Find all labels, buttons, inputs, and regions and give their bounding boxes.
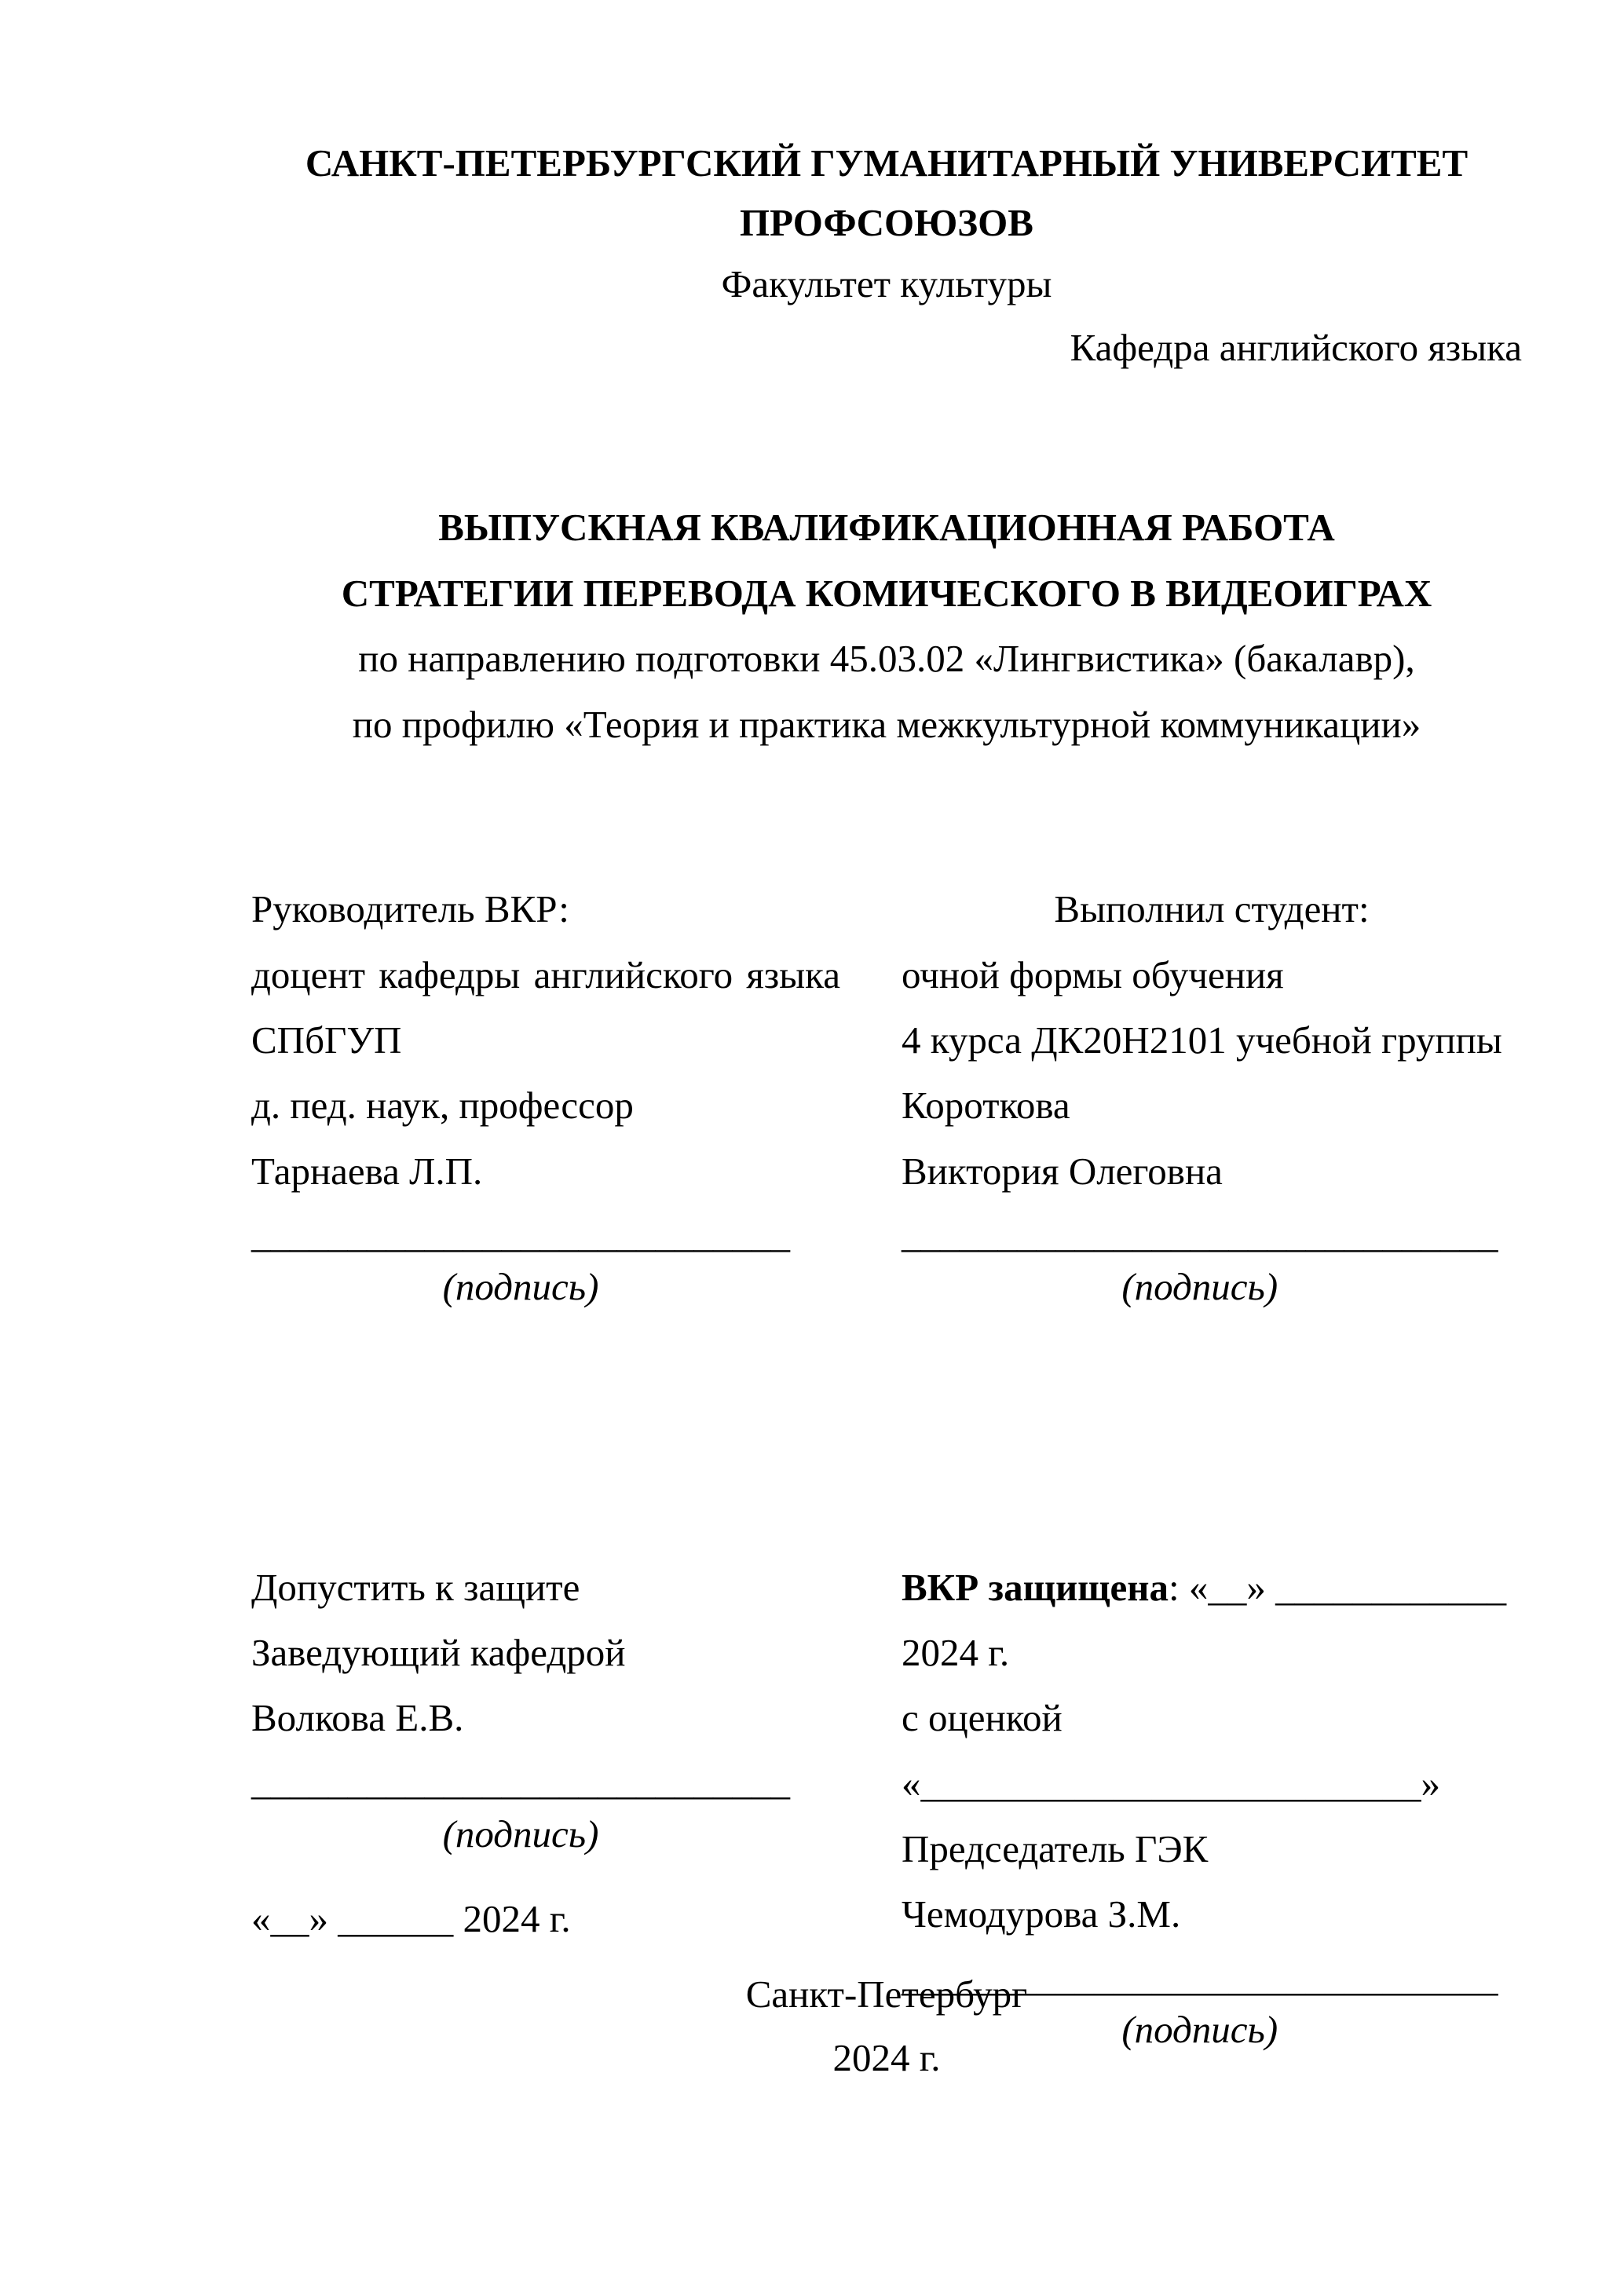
student-label: Выполнил студент: [1054,887,1370,931]
student-signature-caption: (подпись) [1121,1264,1278,1308]
title-block [251,498,1522,755]
supervisor-signature-line: ____________________________ [251,1212,790,1256]
head-of-department-name: Волкова Е.В. [251,1696,464,1740]
defense-signature-caption: (подпись) [1121,2008,1278,2052]
student-name: Виктория Олеговна [902,1149,1223,1193]
admission-signature-caption: (подпись) [442,1812,599,1855]
supervisor-signature-caption: (подпись) [442,1264,599,1308]
admission-line2: Заведующий кафедрой [251,1631,626,1675]
supervisor-position-line1: доцент кафедры английского языка [251,952,840,996]
gek-chair-name: Чемодурова З.М. [902,1892,1181,1936]
faculty-name: Факультет культуры [721,261,1052,305]
defense-label: ВКР защищена [902,1565,1169,1609]
profile-line: по профилю «Теория и практика межкультурной коммуникации» [352,703,1421,747]
footer-year: 2024 г. [832,2035,941,2079]
student-group: 4 курса ДК20Н2101 учебной группы [902,1018,1502,1062]
university-name: САНКТ-ПЕТЕРБУРГСКИЙ ГУМАНИТАРНЫЙ УНИВЕРСИТЕТ ПРОФСОЮЗОВ [305,141,1469,244]
admission-date-line: «__» ______ 2024 г. [251,1896,571,1940]
thesis-title: СТРАТЕГИИ ПЕРЕВОДА КОМИЧЕСКОГО В ВИДЕОИГРАХ [341,571,1432,615]
defense-grade-line: с оценкой «__________________________» [902,1696,1440,1805]
defense-date-line [902,1555,1522,1686]
student-surname: Короткова [902,1084,1070,1128]
specialty-line: по направлению подготовки 45.03.02 «Лингвистика» (бакалавр), [358,637,1415,681]
supervisor-block [251,876,840,1319]
supervisor-label: Руководитель ВКР: [251,887,569,931]
student-signature-line: _______________________________ [902,1212,1498,1256]
admission-signature-block [251,1759,790,1863]
work-type-title: ВЫПУСКНАЯ КВАЛИФИКАЦИОННАЯ РАБОТА [438,505,1335,549]
defense-signature-line: _______________________________ [902,1955,1498,1999]
supervisor-degree: д. пед. наук, профессор [251,1084,634,1128]
student-block [902,876,1522,1319]
student-signature-block [902,1212,1498,1315]
admission-signature-line: ____________________________ [251,1759,790,1803]
gek-chair-title: Председатель ГЭК [902,1827,1209,1871]
supervisor-position-line2: СПбГУП [251,1018,402,1062]
department-name: Кафедра английского языка [1070,325,1522,369]
supervisor-signature-block [251,1212,790,1315]
supervisor-name: Тарнаева Л.П. [251,1149,483,1193]
footer-block [251,1963,1522,2090]
defense-date-blank: : «__» ____________ 2024 г. [902,1565,1507,1675]
supervisor-student-section [251,876,1522,1319]
admission-line1: Допустить к защите [251,1565,580,1609]
student-study-form: очной формы обучения [902,952,1284,996]
footer-city: Санкт-Петербург [745,1972,1028,2016]
